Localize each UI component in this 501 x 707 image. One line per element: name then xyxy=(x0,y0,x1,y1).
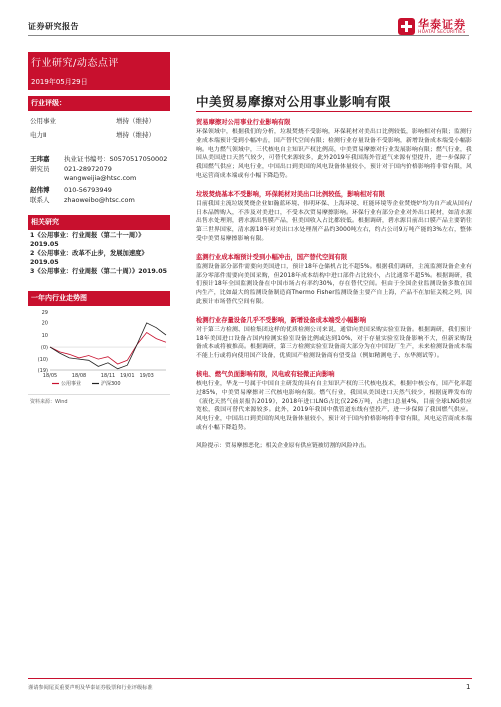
section-title: 检测行业存量设备几乎不受影响，新增设备成本端受小幅影响 xyxy=(196,316,367,324)
analyst-name: 赵伟博 xyxy=(30,186,50,194)
report-body xyxy=(196,118,472,451)
series-line xyxy=(50,333,166,365)
risk-warning: 风险提示：贸易摩擦恶化；相关企业原有供应链被切割的风险冲击。 xyxy=(196,442,370,449)
analyst-role: 研究员 xyxy=(30,164,50,173)
related-list xyxy=(30,231,170,276)
y-tick-label: 29 xyxy=(41,309,48,316)
rating-industry: 公用事业 xyxy=(30,117,56,125)
legend-label: 沪深300 xyxy=(101,381,121,387)
ratings-heading: 行业评级： xyxy=(28,96,170,111)
analyst-email[interactable]: wangweijia@htsc.com xyxy=(64,174,137,182)
chart-divider xyxy=(28,394,170,395)
analyst-cert xyxy=(64,155,167,165)
trend-chart xyxy=(28,308,170,390)
page-title: 中美贸易摩擦对公用事业影响有限 xyxy=(196,94,392,109)
section-title: 监测行业成本端预计受到小幅冲击，国产替代空间有限 xyxy=(196,253,348,261)
cert-id: S0570517050002 xyxy=(109,155,168,163)
x-tick-label: 19/03 xyxy=(139,373,154,379)
chart-axes xyxy=(38,310,166,379)
logo-cross-icon xyxy=(398,18,415,35)
related-link[interactable]: 1《公用事业：行业周报（第二十一周）》2019.05 xyxy=(30,232,145,248)
section-title: 核电、燃气负面影响有限，风电或有轻微正向影响 xyxy=(196,370,335,378)
x-tick-label: 19/01 xyxy=(120,373,135,379)
x-tick-label: 18/11 xyxy=(100,373,116,379)
rating-row xyxy=(30,116,168,126)
chart-series xyxy=(50,323,166,369)
x-tick-label: 18/05 xyxy=(42,373,58,379)
footer-divider xyxy=(28,678,472,679)
x-tick-label: 18/08 xyxy=(71,373,87,379)
related-link[interactable]: 2《公用事业：改革不止步，发展加速度》2019.05 xyxy=(30,250,148,266)
rating-value: 增持（维持） xyxy=(116,117,155,125)
chart-heading: 一年内行业走势图 xyxy=(28,291,170,306)
analyst-card xyxy=(30,155,170,185)
analyst-name: 王玮嘉 xyxy=(30,155,50,163)
y-tick-label: 20 xyxy=(41,320,48,327)
report-date: 2019年05月29日 xyxy=(28,76,170,90)
analyst-role: 联系人 xyxy=(30,195,50,204)
category-banner: 行业研究/动态点评 xyxy=(28,52,170,76)
rating-value: 增持（维持） xyxy=(116,131,155,139)
y-tick-label: (0) xyxy=(40,344,48,351)
analyst-email[interactable]: zhaoweibo@htsc.com xyxy=(64,195,135,204)
section-title: 贸易摩擦对公用事业行业影响有限 xyxy=(196,119,291,126)
cert-label: 执业证书编号： xyxy=(64,155,110,163)
y-tick-label: (10) xyxy=(37,356,48,363)
brand-logo xyxy=(398,17,478,39)
chart-legend xyxy=(52,380,121,387)
y-tick-label: 10 xyxy=(41,332,48,339)
chart-source: 资料来源：Wind xyxy=(30,399,68,405)
analyst-card xyxy=(30,186,170,208)
footer-disclaimer: 谨请参阅尾页重要声明及华泰证券股票和行业评级标准 xyxy=(28,685,153,691)
legend-label: 公用事业 xyxy=(61,381,82,387)
y-tick-label: (19) xyxy=(37,367,48,374)
analyst-phone: 010-56793949 xyxy=(64,186,112,194)
section-paragraph: 核电行业，华龙一号属于中国自主研发的具有自主知识产权的三代核电技术，根据中核公布，国产化率超过85%，中美贸易摩擦对三代核电影响有限。燃气行业，我国从美国进口天然气较少，根据庞晔发布的《液化天然气前景报告2019》，2018年进口LNG占比仅226万吨，占进口总量4%，目前全球LNG供应宽松，我国可替代来源较多。此外，2019年我国中俄管道东线有望投产，进一步保障了我国燃气供应。风电行业，中国出口到美国的风电设备体量较小，预计对于国内价格影响将非常有限，风电运营商成本端或有小幅下降趋势。 xyxy=(196,380,472,431)
series-line xyxy=(50,323,166,369)
section-paragraph: 环保领域中，根据我们的分析，垃圾焚烧不受影响，环保耗材对美出口比例较低，影响相对有限；监测行业成本端预计受到小幅冲击，国产替代空间有限；检测行业存量设备不受影响，新增设备成本端受小幅影响。电力燃气领域中，三代核电自主知识产权比例高，中美贸易摩擦对行业发展影响有限；燃气行业，我国从美国进口天然气较少，可替代来源较多，此外2019年我国海外管道气来源有望提升，进一步保障了我国燃气供应；风电行业，中国出口到美国的风电设备体量较小，预计对于国内价格影响将非常有限，风电运营商成本端或有小幅下降趋势。 xyxy=(196,129,472,179)
title-divider xyxy=(196,111,472,112)
section-title: 垃圾焚烧基本不受影响，环保耗材对美出口比例较低，影响相对有限 xyxy=(196,190,385,198)
section-paragraph: 对于第三方检测、国检集团这样的优质检测公司来说，通常向美国采购实验室设备。根据调研，我们预计18年美国进口设备占国内检测实验室设备比例或达到10%，对于存量实验室设备影响不大，但新采购设备成本或将被推高。根据调研，第三方检测实验室设备商大部分为在中国设厂生产，未来检测设备成本端不能上行或将向使用国产设备，优质国产检测设备商有望受益（例如精测电子、东华测试等）。 xyxy=(196,326,472,360)
rating-industry: 电力Ⅱ xyxy=(30,131,47,139)
section-paragraph: 目前我国主流垃圾焚烧企业如瀚蓝环境、伟明环保、上海环境、旺能环境等企业焚烧炉均为自产或从国有/日本品牌购入，不涉及对美进口，不受本次贸易摩擦影响。环保行业有部分企业对外出口耗材，如清水源出售水处理剂，碧水源出售膜产品，但美国收入占比都较低。根据调研，碧水源目前出口膜产品主要销往第三世界国家，清水源18年对美出口水处理剂产品约3000吨左右，约占公司9万吨产能的3%左右，整体受中美贸易摩擦影响有限。 xyxy=(196,200,472,242)
analyst-phone: 021-28972079 xyxy=(64,164,112,173)
rating-row xyxy=(30,130,168,140)
section-paragraph: 监测设备部分部件需要向美国进口，预计18年仓储机占比不超5%。根据我们调研，主流监测设备企业有部分零部件需要向美国采购，但2018年成本结构中进口部件占比较小，占比通常不超5%。根据调研，我们预计18年全国监测设备在中国市场占有率约30%，存在替代空间。但由于全国企业监测设备多数在国内生产，比如最大的监测设备制造商Thermo Fisher监测设备主要产自上海，产品不在加征关税之列，因此预计市场替代空间有限。 xyxy=(196,263,472,305)
related-heading: 相关研究 xyxy=(28,215,170,230)
logo-en-text: HUATAI SECURITIES xyxy=(418,30,466,35)
logo-cn-text: 华泰证券 xyxy=(418,18,466,31)
page-number: 1 xyxy=(466,683,471,691)
report-type-label: 证券研究报告 xyxy=(28,22,79,31)
related-link[interactable]: 3《公用事业：行业周报（第二十周）》2019.05 xyxy=(30,268,167,275)
